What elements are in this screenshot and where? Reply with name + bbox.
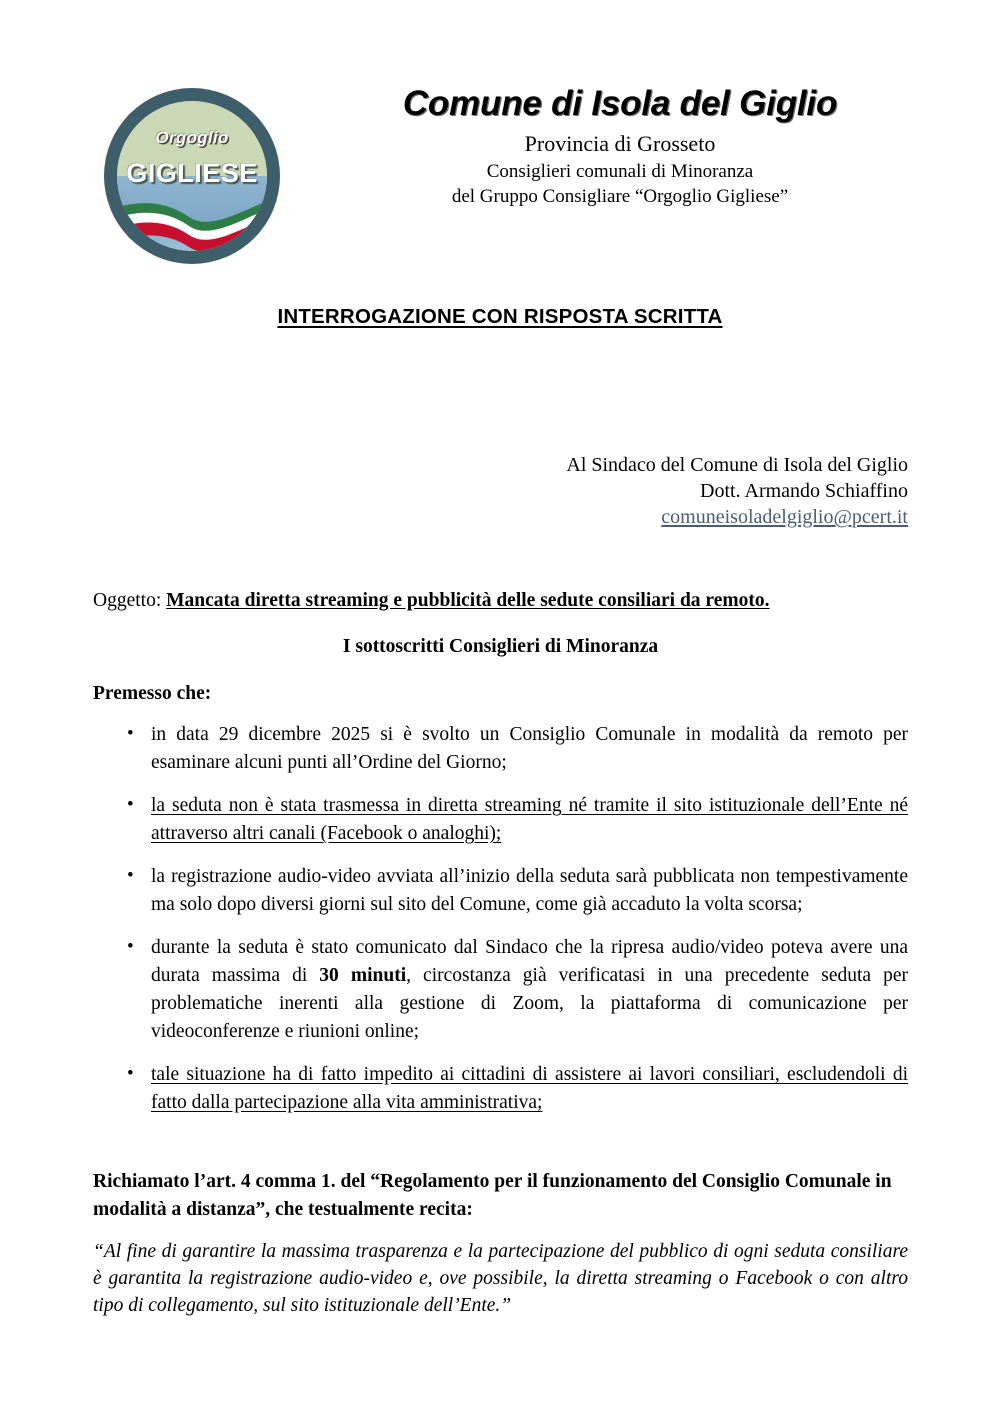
premessa-list — [93, 705, 908, 1117]
document-title: INTERROGAZIONE CON RISPOSTA SCRITTA — [277, 305, 723, 328]
organization-group: del Gruppo Consigliare “Orgoglio Gigliese” — [451, 186, 789, 207]
subject-text: Mancata diretta streaming e pubblicità delle sedute consiliari da remoto. — [166, 590, 770, 611]
organization-province: Provincia di Grosseto — [524, 131, 716, 156]
list-item-text: la registrazione audio-video avviata all’inizio della seduta sarà pubblicata non tempestivamente ma solo dopo diversi giorni sul sito del Comune, come già accaduto la volta scorsa; — [151, 866, 908, 915]
signatories-heading: I sottoscritti Consiglieri di Minoranza — [342, 636, 659, 657]
list-item-text: la seduta non è stata trasmessa in diretta streaming né tramite il sito istituzionale dell’Ente né attraverso altri canali (Facebook o analoghi); — [151, 795, 908, 844]
regulation-reference: Richiamato l’art. 4 comma 1. del “Regolamento per il funzionamento del Consiglio Comunale in modalità a distanza”, che testualmente recita: — [93, 1171, 892, 1220]
list-item — [93, 863, 908, 919]
logo-top-text: Orgoglio — [155, 128, 229, 147]
subject-label: Oggetto: — [93, 590, 162, 611]
subject-line — [93, 588, 908, 614]
addressee-email-link[interactable]: comuneisoladelgiglio@pcert.it — [661, 506, 908, 528]
logo-disc — [117, 101, 267, 251]
organization-role: Consiglieri comunali di Minoranza — [486, 161, 754, 182]
list-item-emphasis: 30 minuti — [319, 965, 407, 986]
list-item-text-before: durante la seduta è stato comunicato dal Sindaco che la ripresa audio/video poteva avere una durata massima di — [151, 937, 908, 986]
organization-title: Comune di Isola del Giglio — [402, 84, 838, 123]
regulation-quote: “Al fine di garantire la massima trasparenza e la partecipazione del pubblico di ogni seduta consiliare è garantita la registrazione audio-video e, ove possibile, la diretta streaming o Facebook o con altro tipo di collegamento, sul sito istituzionale dell’Ente.” — [93, 1241, 908, 1316]
letterhead — [0, 82, 1000, 272]
list-item-text: in data 29 dicembre 2025 si è svolto un Consiglio Comunale in modalità da remoto per esaminare alcuni punti all’Ordine del Giorno; — [151, 724, 908, 773]
list-item-text: tale situazione ha di fatto impedito ai cittadini di assistere ai lavori consiliari, escludendoli di fatto dalla partecipazione alla vita amministrativa; — [151, 1064, 908, 1113]
list-item-text — [151, 937, 908, 1042]
list-item — [93, 721, 908, 777]
addressee-line-1: Al Sindaco del Comune di Isola del Giglio — [566, 454, 908, 476]
premessa-heading: Premesso che: — [93, 683, 212, 704]
orgoglio-gigliese-logo — [104, 88, 280, 264]
letterhead-text — [300, 82, 940, 209]
list-item — [93, 792, 908, 848]
document-body — [93, 588, 908, 1319]
list-item — [93, 1061, 908, 1117]
logo-bottom-text: GIGLIESE — [126, 158, 258, 188]
list-item — [93, 934, 908, 1046]
list-item-text-after: , circostanza già verificatasi in una precedente seduta per problematiche inerenti alla gestione di Zoom, la piattaforma di comunicazione per videoconferenze e riunioni online; — [151, 965, 909, 1042]
addressee-block — [566, 452, 908, 530]
addressee-line-2: Dott. Armando Schiaffino — [700, 480, 908, 502]
